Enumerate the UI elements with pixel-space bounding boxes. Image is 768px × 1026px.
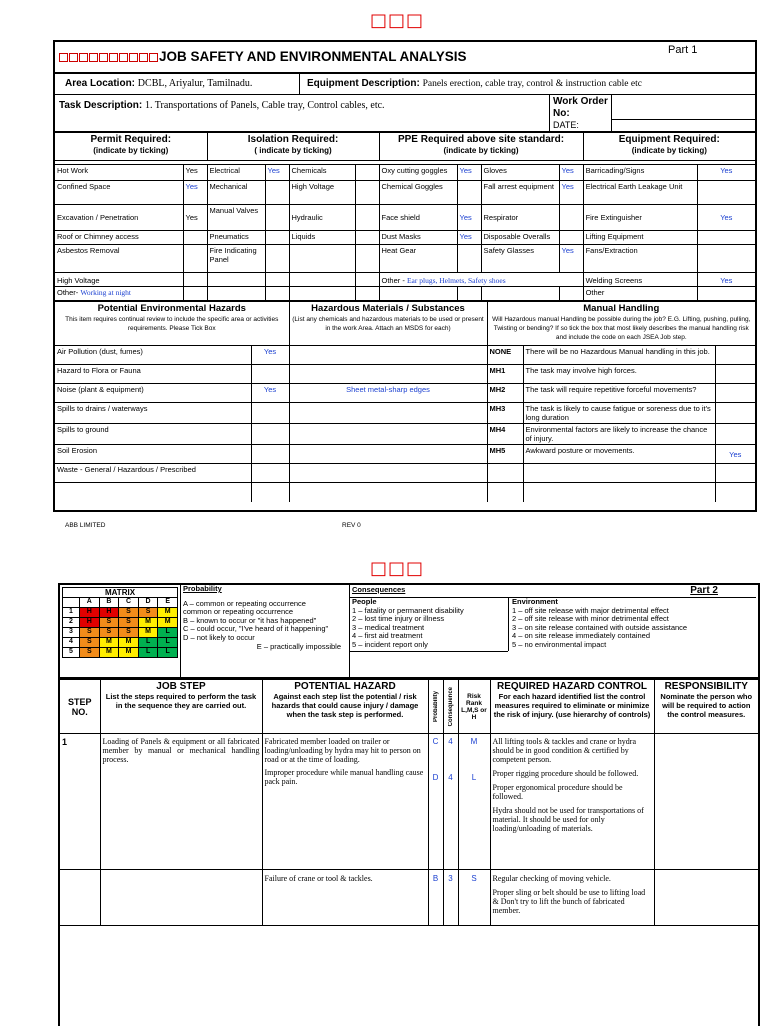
part2-form — [58, 583, 760, 1026]
matrix-row: 5 S M M L L — [63, 648, 178, 658]
task-desc-label: Task Description: — [59, 100, 143, 111]
control-text: Proper sling or belt should be use to lifting load & Don't try to lift the bunch of fabricated member. — [492, 888, 646, 915]
col-resp: RESPONSIBILITY — [664, 681, 748, 692]
other2-label: Other- — [57, 288, 79, 297]
env-row: Spills to drains / waterways MH3 The task is likely to cause fatigue or soreness due to it's long duration — [55, 403, 755, 424]
matrix-row: 3 S S S M L — [63, 628, 178, 638]
footer-rev: REV 0 — [342, 522, 361, 529]
matrix-row: 1 H H S S M — [63, 608, 178, 618]
env-row: Spills to ground MH4 Environmental factors are likely to increase the chance of injury. — [55, 424, 755, 445]
consequences-label: Consequences — [352, 585, 406, 594]
environment-block: Environment 1 – off site release with major detrimental effect 2 – off site release with minor detrimental effect 3 – on site release contained with outside assistance 4 – on site release immediately contained 5 – no environmental impact — [512, 598, 756, 650]
page-mark-top: □□□ — [370, 10, 425, 31]
equipment-desc-value: Panels erection, cable tray, control & instruction cable etc — [422, 79, 642, 89]
risk-matrix: MATRIX A B C D E 1 H H S S M 2 H S S M M 3 S S S M L 4 S M M L L 5 S M M L L — [62, 587, 178, 658]
hazmat-header: Hazardous Materials / Substances — [311, 303, 465, 314]
form-title: JOB SAFETY AND ENVIRONMENTAL ANALYSIS — [59, 49, 467, 64]
isolation-sub: ( indicate by ticking) — [254, 146, 332, 155]
col-prob: Probability — [432, 690, 439, 722]
equipment-desc-label: Equipment Description: — [307, 78, 420, 89]
hazard-text: Failure of crane or tool & tackles. — [262, 870, 428, 926]
area-location-label: Area Location: — [65, 78, 136, 89]
ppe-header: PPE Required above site standard: — [397, 134, 565, 145]
hazmat-value: Sheet metal-sharp edges — [289, 384, 487, 403]
col-job-sub: List the steps required to perform the task in the sequence they are carried out. — [105, 692, 257, 710]
req-row: Confined Space Yes Mechanical High Voltage Chemical Goggles Fall arrest equipment Yes Electrical Earth Leakage Unit — [55, 181, 755, 205]
env-row: Hazard to Flora or Fauna MH1 The task may involve high forces. — [55, 365, 755, 384]
date-label: DATE: — [553, 120, 579, 130]
req-row: Asbestos Removal Fire Indicating Panel Heat Gear Safety Glasses Yes Fans/Extraction — [55, 245, 755, 273]
high-voltage: High Voltage — [55, 273, 183, 287]
step-row: 1 Loading of Panels & equipment or all fabricated member by manual or mechanical handling process. Fabricated member loaded on trailer or loading/unloading by hydra may hit to person on road or at the time of loading. Improper procedure while manual handling cause pack pain. C D 4 4 M L All lifting tools & tackles and crane or hydra should be in good condition & certified by competent person. Proper rigging procedure should be followed. Proper ergonomical procedure should be followed. Hydra should not be used for transportations of material. It should be used for only loading/unloading of materials. — [60, 734, 758, 870]
env-header: Potential Environmental Hazards — [97, 303, 246, 314]
permit-header: Permit Required: — [90, 134, 172, 145]
matrix-label: MATRIX — [62, 587, 178, 597]
other-label: Other - — [381, 276, 405, 285]
area-location-value: DCBL, Ariyalur, Tamilnadu. — [137, 78, 253, 89]
page-mark-mid: □□□ — [370, 558, 425, 579]
req-row: Hot Work Yes Electrical Yes Chemicals Oxy cutting goggles Yes Gloves Yes Barricading/Signs Yes — [55, 165, 755, 181]
hazmat-sub: (List any chemicals and hazardous materials to be used or present in the work Area. Attach an MSDS for each) — [292, 316, 484, 332]
equipment-header: Equipment Required: — [618, 134, 720, 145]
people-block: People 1 – fatality or permanent disability 2 – lost time injury or illness 3 – medical treatment 4 – first aid treatment 5 – incident report only — [350, 598, 510, 650]
work-order-label: Work Order No: — [553, 96, 608, 119]
task-desc-value: 1. Transportations of Panels, Cable tray, Control cables, etc. — [144, 100, 385, 111]
logo-placeholder-icon — [59, 49, 159, 64]
env-sub: This item requires continual review to include the specific area or activities requirements. Please Tick Box — [65, 316, 279, 332]
control-text: Hydra should not be used for transportations of material. It should be used for only loading/unloading of materials. — [492, 806, 644, 833]
col-cons: Consequence — [447, 686, 454, 727]
step-row: Failure of crane or tool & tackles. B 3 S Regular checking of moving vehicle. Proper sling or belt should be use to lifting load & Don't try to lift the bunch of fabricated member. — [60, 870, 758, 926]
env-row: Air Pollution (dust, fumes) Yes NONE There will be no Hazardous Manual handling in this job. — [55, 346, 755, 365]
col-resp-sub: Nominate the person who will be required to action the control measures. — [660, 692, 753, 719]
col-control: REQUIRED HAZARD CONTROL — [497, 681, 647, 692]
welding-value: Yes — [697, 273, 755, 287]
control-text: Regular checking of moving vehicle. — [492, 874, 611, 883]
part2-label: Part 2 — [690, 585, 718, 596]
requirements-table — [55, 132, 755, 301]
ppe-sub: (indicate by ticking) — [443, 146, 519, 155]
req-row: Excavation / Penetration Yes Manual Valves Hydraulic Face shield Yes Respirator Fire Extinguisher Yes — [55, 205, 755, 231]
col-risk: Risk Rank — [466, 692, 482, 707]
hazard-text: Improper procedure while manual handling cause pack pain. — [264, 768, 424, 786]
manual-header: Manual Handling — [583, 303, 660, 314]
environment-label: Environment — [512, 597, 558, 606]
matrix-row: 4 S M M L L — [63, 638, 178, 648]
isolation-header: Isolation Required: — [247, 134, 339, 145]
col-hazard-sub: Against each step list the potential / risk hazards that could cause injury / damage when the task step is performed. — [271, 692, 419, 719]
control-text: Proper rigging procedure should be followed. — [492, 769, 639, 778]
permit-sub: (indicate by ticking) — [93, 146, 169, 155]
other2-value: Working at night — [80, 288, 131, 297]
matrix-row: 2 H S S M M — [63, 618, 178, 628]
equipment-sub: (indicate by ticking) — [631, 146, 707, 155]
req-row: Roof or Chimney access Pneumatics Liquids Dust Masks Yes Disposable Overalls Lifting Equipment — [55, 231, 755, 245]
col-step: STEP NO. — [60, 680, 100, 734]
other-value: Ear plugs, Helmets, Safety shoes — [406, 276, 506, 285]
env-row: Noise (plant & equipment) Yes Sheet metal-sharp edges MH2 The task will require repetitive forceful movements? — [55, 384, 755, 403]
col-hazard: POTENTIAL HAZARD — [294, 681, 396, 692]
part1-form — [53, 40, 757, 512]
part-label: Part 1 — [668, 44, 698, 56]
manual-sub: Will Hazardous manual Handling be possible during the job? E.G. Lifting, pushing, pulling, Twisting or bending? If so tick the box that most likely describes the manual handling risk and include the code on each JSEA Job step. — [492, 316, 751, 341]
probability-label: Probability — [183, 584, 222, 593]
people-label: People — [352, 597, 377, 606]
welding-label: Welding Screens — [583, 273, 697, 287]
env-row: Soil Erosion MH5 Awkward posture or movements. Yes — [55, 445, 755, 464]
hazard-text: Fabricated member loaded on trailer or loading/unloading by hydra may hit to person on road or at the time of loading. — [264, 737, 421, 764]
probability-block: Probability A – common or repeating occurrence common or repeating occurrence B – known to occur or "it has happened" C – could occur, "I've heard of it happening" D – not likely to occur E – practically impossible — [180, 585, 350, 677]
hazards-table — [55, 301, 755, 502]
control-text: All lifting tools & tackles and crane or hydra should be in good condition & certified by competent person. — [492, 737, 637, 764]
env-row: Waste - General / Hazardous / Prescribed — [55, 464, 755, 483]
jsea-table — [60, 679, 758, 926]
col-risk-sub: L,M,S or H — [461, 706, 487, 721]
control-text: Proper ergonomical procedure should be followed. — [492, 783, 623, 801]
col-job: JOB STEP — [156, 681, 206, 692]
footer-company: ABB LIMITED — [65, 522, 106, 529]
other3-label: Other — [583, 287, 697, 301]
col-control-sub: For each hazard identified list the control measures required to eliminate or minimize the risk of injury. (use hierarchy of controls) — [493, 692, 651, 719]
